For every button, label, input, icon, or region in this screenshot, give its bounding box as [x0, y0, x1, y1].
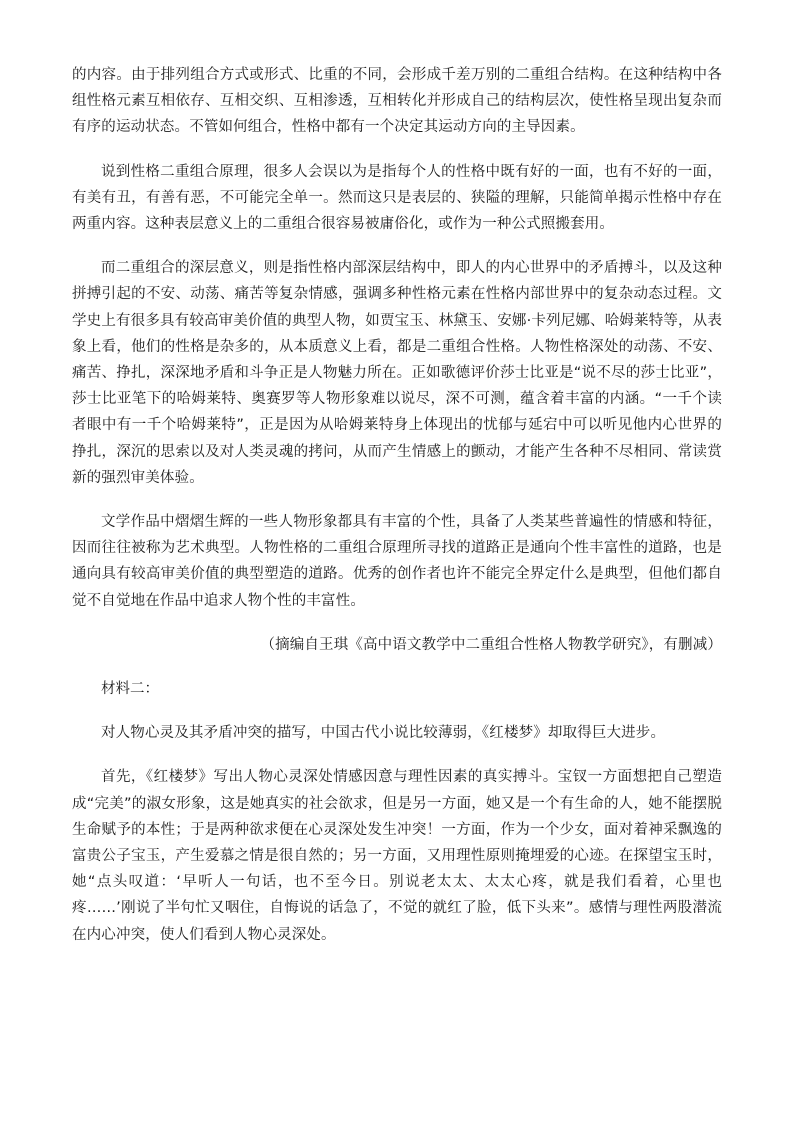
paragraph-baochai-conflict: 首先，《红楼梦》写出人物心灵深处情感因意与理性因素的真实搏斗。宝钗一方面想把自己塑造成“完美”的淑女形象，这是她真实的社会欲求，但是另一方面，她又是一个有生命的人，她不能摆脱生命赋予的本性；于是两种欲求便在心灵深处发生冲突！一方面，作为一个少女，面对着神采飘逸的富贵公子宝玉，产生爱慕之情是很自然的；另一方面，又用理性原则掩埋爱的心迹。在探望宝玉时，她“点头叹道：‘早听人一句话，也不至今日。别说老太太、太太心疼，就是我们看着，心里也疼……’刚说了半句忙又咽住，自悔说的话急了，不觉的就红了脸，低下头来”。感情与理性两股潜流在内心冲突，使人们看到人物心灵深处。 — [72, 769, 722, 943]
section-label-material-two: 材料二： — [101, 681, 159, 698]
document-page — [72, 62, 722, 966]
paragraph-surface-meaning: 说到性格二重组合原理，很多人会误以为是指每个人的性格中既有好的一面，也有不好的一面，有美有丑，有善有恶，不可能完全单一。然而这只是表层的、狭隘的理解，只能简单揭示性格中存在两重内容。这种表层意义上的二重组合很容易被庸俗化，或作为一种公式照搬套用。 — [72, 163, 722, 233]
paragraph-hongloumeng-intro: 对人物心灵及其矛盾冲突的描写，中国古代小说比较薄弱，《红楼梦》却取得巨大进步。 — [101, 725, 666, 742]
paragraph-artistic-typical: 文学作品中熠熠生辉的一些人物形象都具有丰富的个性，具备了人类某些普遍性的情感和特征，因而往往被称为艺术典型。人物性格的二重组合原理所寻找的道路正是通向个性丰富性的道路，也是通向具有较高审美价值的典型塑造的道路。优秀的创作者也许不能完全界定什么是典型，但他们都自觉不自觉地在作品中追求人物个性的丰富性。 — [72, 514, 722, 609]
paragraph-continuation: 的内容。由于排列组合方式或形式、比重的不同，会形成千差万别的二重组合结构。在这种结构中各组性格元素互相依存、互相交织、互相渗透，互相转化并形成自己的结构层次，使性格呈现出复杂而有序的运动状态。不管如何组合，性格中都有一个决定其运动方向的主导因素。 — [72, 67, 722, 136]
paragraph-deep-meaning: 而二重组合的深层意义，则是指性格内部深层结构中，即人的内心世界中的矛盾搏斗，以及这种拼搏引起的不安、动荡、痛苦等复杂情感，强调多种性格元素在性格内部世界中的复杂动态过程。文学史上有很多具有较高审美价值的典型人物，如贾宝玉、林黛玉、安娜·卡列尼娜、哈姆莱特等，从表象上看，他们的性格是杂多的，从本质意义上看，都是二重组合性格。人物性格深处的动荡、不安、痛苦、挣扎，深深地矛盾和斗争正是人物魅力所在。正如歌德评价莎士比亚是“说不尽的莎士比亚”，莎士比亚笔下的哈姆莱特、奥赛罗等人物形象难以说尽，深不可测，蕴含着丰富的内涵。“一千个读者眼中有一千个哈姆莱特”，正是因为从哈姆莱特身上体现出的忧郁与延宕中可以听见他内心世界的挣扎，深沉的思索以及对人类灵魂的拷问，从而产生情感上的颤动，才能产生各种不尽相同、常读赏新的强烈审美体验。 — [72, 260, 722, 486]
source-citation: （摘编自王琪《高中语文教学中二重组合性格人物教学研究》，有删减） — [260, 636, 722, 653]
